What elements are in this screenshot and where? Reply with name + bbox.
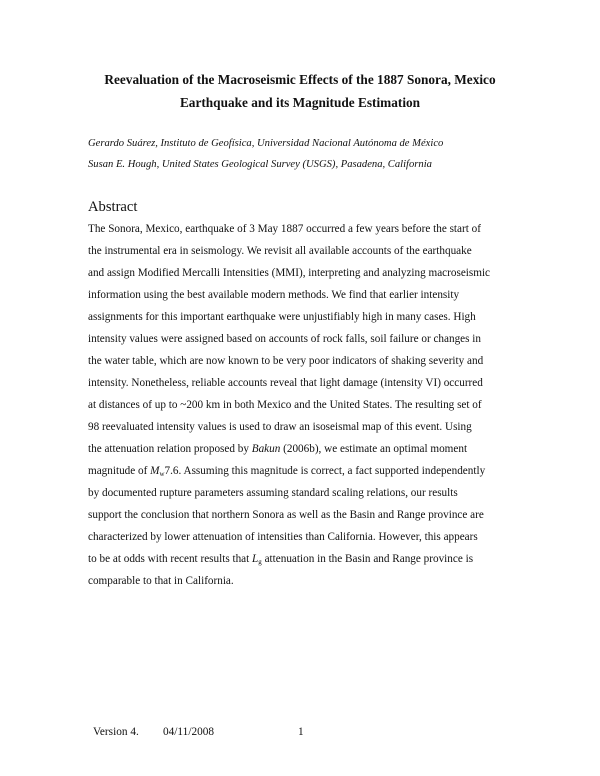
line-text: (2006b), we estimate an optimal moment (280, 443, 468, 455)
paper-title-line-1: Reevaluation of the Macroseismic Effects of the 1887 Sonora, Mexico (104, 72, 496, 87)
footer-date: 04/11/2008 (163, 726, 215, 738)
abstract-line: support the conclusion that northern Sonora as well as the Basin and Range province are (88, 509, 484, 521)
abstract-line: 98 reevaluated intensity values is used to draw an isoseismal map of this event. Using (88, 421, 472, 433)
abstract-line-bakun-citation (88, 442, 467, 456)
abstract-line: comparable to that in California. (88, 575, 234, 587)
author-affiliation-hough: Susan E. Hough, United States Geological Survey (USGS), Pasadena, California (88, 159, 432, 170)
abstract-line: the water table, which are now known to be very poor indicators of shaking severity and (88, 355, 484, 367)
line-text: magnitude of (88, 465, 151, 477)
abstract-line: the instrumental era in seismology. We revisit all available accounts of the earthquake (88, 245, 472, 257)
abstract-line: information using the best available modern methods. We find that earlier intensity (88, 289, 460, 301)
line-text: to be at odds with recent results that (88, 553, 253, 565)
abstract-line: at distances of up to ~200 km in both Mexico and the United States. The resulting set of (88, 399, 482, 411)
paper-title-line-2: Earthquake and its Magnitude Estimation (179, 95, 421, 110)
magnitude-subscript: w (159, 470, 165, 478)
lg-symbol: L (252, 553, 259, 565)
abstract-line: characterized by lower attenuation of intensities than California. However, this appears (88, 531, 478, 543)
line-text: the attenuation relation proposed by (88, 443, 252, 455)
author-affiliation-suarez: Gerardo Suárez, Instituto de Geofísica, Universidad Nacional Autónoma de México (88, 138, 444, 149)
abstract-line-magnitude (88, 464, 485, 481)
page-number: 1 (298, 726, 304, 738)
citation-bakun: Bakun (251, 443, 281, 455)
line-text: 7.6. Assuming this magnitude is correct, a fact supported independently (164, 465, 486, 477)
abstract-line: assignments for this important earthquake were unjustifiably high in many cases. High (88, 311, 476, 323)
line-text: attenuation in the Basin and Range province is (261, 553, 474, 565)
abstract-line: by documented rupture parameters assuming standard scaling relations, our results (88, 487, 458, 499)
magnitude-symbol: M (150, 465, 160, 477)
lg-subscript: g (258, 558, 262, 566)
abstract-line: The Sonora, Mexico, earthquake of 3 May 1887 occurred a few years before the start of (88, 223, 481, 235)
abstract-line: intensity values were assigned based on accounts of rock falls, soil failure or changes in (88, 333, 481, 345)
abstract-line-lg-attenuation (88, 552, 473, 569)
abstract-heading: Abstract (88, 199, 138, 215)
abstract-line: intensity. Nonetheless, reliable accounts reveal that light damage (intensity VI) occurred (88, 377, 483, 389)
footer-version: Version 4. (93, 726, 139, 738)
abstract-line: and assign Modified Mercalli Intensities (MMI), interpreting and analyzing macroseismic (88, 267, 491, 279)
